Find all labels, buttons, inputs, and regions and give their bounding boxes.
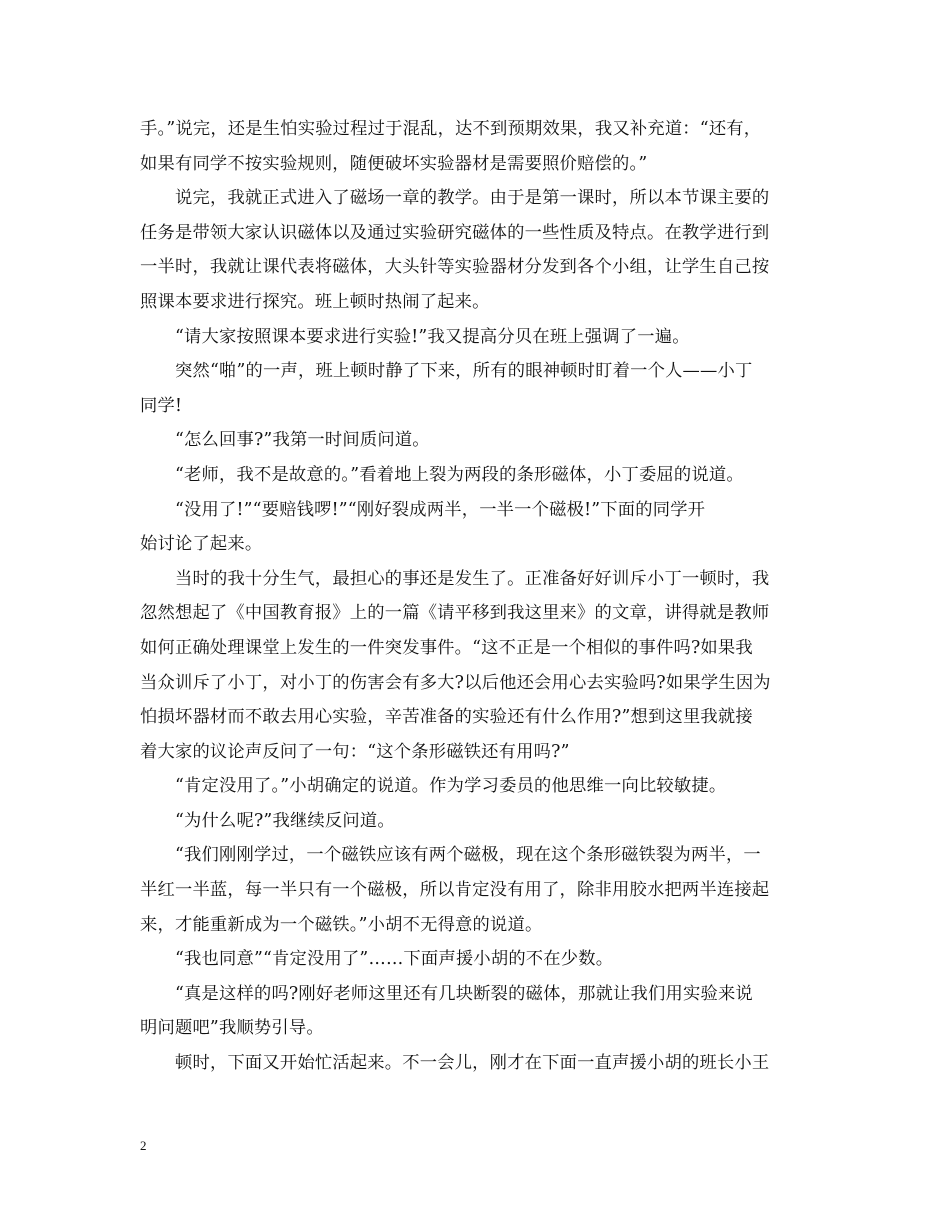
text-line: 怕损坏器材而不敢去用心实验，辛苦准备的实验还有什么作用?”想到这里我就接	[140, 707, 753, 728]
text-line: 着大家的议论声反问了一句：“这个条形磁铁还有用吗?”	[140, 741, 570, 762]
text-line: “我们刚刚学过，一个磁铁应该有两个磁极，现在这个条形磁铁裂为两半，一	[175, 845, 761, 866]
text-line: 当时的我十分生气，最担心的事还是发生了。正准备好好训斥小丁一顿时，我	[175, 568, 770, 589]
text-line: 一半时，我就让课代表将磁体，大头针等实验器材分发到各个小组，让学生自己按	[140, 257, 770, 278]
text-line: 始讨论了起来。	[140, 534, 263, 555]
text-line: 照课本要求进行探究。班上顿时热闹了起来。	[140, 291, 490, 312]
text-line: 顿时，下面又开始忙活起来。不一会儿，刚才在下面一直声援小胡的班长小王	[175, 1053, 770, 1074]
text-line: 突然“啪”的一声，班上顿时静了下来，所有的眼神顿时盯着一个人——小丁	[175, 361, 753, 382]
text-line: “为什么呢?”我继续反问道。	[175, 810, 395, 831]
text-line: “没用了!”“要赔钱啰!”“刚好裂成两半，一半一个磁极!”下面的同学开	[175, 499, 706, 520]
text-line: 半红一半蓝，每一半只有一个磁极，所以肯定没有用了，除非用胶水把两半连接起	[140, 880, 770, 901]
text-line: 任务是带领大家认识磁体以及通过实验研究磁体的一些性质及特点。在教学进行到	[140, 222, 770, 243]
page-number: 2	[140, 1138, 147, 1153]
text-line: 同学!	[140, 395, 183, 416]
text-line: “老师，我不是故意的。”看着地上裂为两段的条形磁体，小丁委屈的说道。	[175, 464, 744, 485]
body-text	[140, 112, 810, 1081]
text-line: 如何正确处理课堂上发生的一件突发事件。“这不正是一个相似的事件吗?如果我	[140, 637, 753, 658]
text-line: 当众训斥了小丁，对小丁的伤害会有多大?以后他还会用心去实验吗?如果学生因为	[140, 672, 771, 693]
text-line: “真是这样的吗?刚好老师这里还有几块断裂的磁体，那就让我们用实验来说	[175, 983, 753, 1004]
text-line: 如果有同学不按实验规则，随便破坏实验器材是需要照价赔偿的。”	[140, 153, 648, 174]
text-line: “请大家按照课本要求进行实验!”我又提高分贝在班上强调了一遍。	[175, 326, 690, 347]
text-line: “肯定没用了。”小胡确定的说道。作为学习委员的他思维一向比较敏捷。	[175, 776, 727, 797]
text-line: 手。”说完，还是生怕实验过程过于混乱，达不到预期效果，我又补充道：“还有，	[140, 119, 762, 139]
text-line: 忽然想起了《中国教育报》上的一篇《请平移到我这里来》的文章，讲得就是教师	[140, 603, 770, 624]
text-line: 来，才能重新成为一个磁铁。”小胡不无得意的说道。	[140, 914, 543, 935]
text-line: 明问题吧”我顺势引导。	[140, 1018, 324, 1039]
text-line: 说完，我就正式进入了磁场一章的教学。由于是第一课时，所以本节课主要的	[175, 188, 770, 209]
text-line: “怎么回事?”我第一时间质问道。	[175, 430, 430, 451]
text-line: “我也同意”“肯定没用了”……下面声援小胡的不在少数。	[175, 949, 614, 970]
